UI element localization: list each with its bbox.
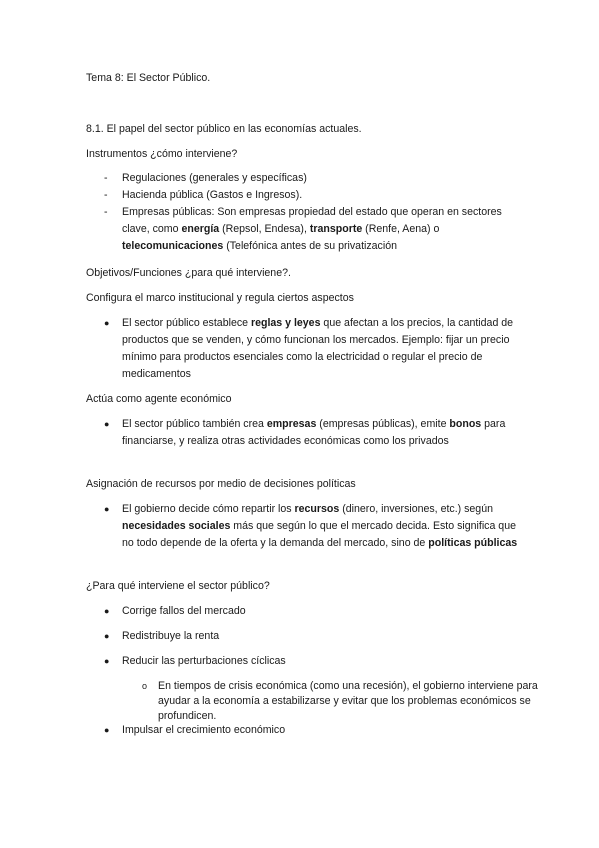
list-item-text: Corrige fallos del mercado bbox=[122, 605, 246, 617]
instruments-list bbox=[104, 170, 524, 255]
dash-marker: - bbox=[104, 172, 108, 184]
list-item bbox=[104, 628, 524, 645]
list-item-text: Redistribuye la renta bbox=[122, 630, 220, 642]
list-item bbox=[104, 501, 524, 552]
list-item-text: Empresas públicas: Son empresas propiedad del estado que operan en sectores clave, como energía (Repsol, Endesa), transporte (Renfe, Aena) o telecomunicaciones (Telefónica antes de su privatización bbox=[122, 206, 502, 252]
bullet-marker: ● bbox=[104, 656, 110, 666]
list-item bbox=[104, 187, 524, 204]
list-item bbox=[104, 603, 524, 620]
dash-marker: - bbox=[104, 189, 108, 201]
section-heading: 8.1. El papel del sector público en las economías actuales. bbox=[86, 123, 362, 135]
framework-list bbox=[104, 315, 524, 383]
bullet-marker: ● bbox=[104, 504, 110, 514]
dash-marker: - bbox=[104, 206, 108, 218]
bullet-marker: ● bbox=[104, 606, 110, 616]
agent-heading: Actúa como agente económico bbox=[86, 393, 232, 405]
list-item-text: El sector público establece reglas y leyes que afectan a los precios, la cantidad de productos que se venden, y cómo funcionan los mercados. Ejemplo: fijar un precio mínimo para productos esenciales como la electricidad o regular el precio de medicamentos bbox=[122, 317, 514, 380]
bullet-marker: ● bbox=[104, 419, 110, 429]
objectives-heading: Objetivos/Funciones ¿para qué interviene?. bbox=[86, 267, 291, 279]
instruments-heading: Instrumentos ¿cómo interviene? bbox=[86, 148, 238, 160]
framework-heading: Configura el marco institucional y regula ciertos aspectos bbox=[86, 292, 354, 304]
sub-list-item-text: En tiempos de crisis económica (como una recesión), el gobierno interviene para ayudar a la economía a estabilizarse y evitar que los problemas económicos se profundicen. bbox=[158, 680, 538, 722]
list-item-text: Reducir las perturbaciones cíclicas bbox=[122, 655, 286, 667]
list-item bbox=[104, 315, 524, 383]
list-item-text: Regulaciones (generales y específicas) bbox=[122, 172, 307, 184]
list-item-text: Impulsar el crecimiento económico bbox=[122, 724, 286, 736]
list-item bbox=[104, 416, 524, 450]
bullet-marker: ● bbox=[104, 318, 110, 328]
list-item bbox=[104, 722, 524, 739]
why-list-b bbox=[104, 722, 524, 739]
why-heading: ¿Para qué interviene el sector público? bbox=[86, 580, 270, 592]
list-item bbox=[104, 653, 524, 670]
list-item-text: Hacienda pública (Gastos e Ingresos). bbox=[122, 189, 303, 201]
agent-list bbox=[104, 416, 524, 450]
allocation-list bbox=[104, 501, 524, 552]
list-item bbox=[104, 170, 524, 187]
bullet-marker: ● bbox=[104, 631, 110, 641]
list-item bbox=[104, 204, 524, 255]
why-list-a bbox=[104, 603, 524, 670]
list-item-text: El sector público también crea empresas (empresas públicas), emite bonos para financiarse, y realiza otras actividades económicas como los privados bbox=[122, 418, 506, 447]
circle-marker: o bbox=[142, 681, 148, 691]
sub-list-item bbox=[142, 679, 538, 724]
list-item-text: El gobierno decide cómo repartir los recursos (dinero, inversiones, etc.) según necesidades sociales más que según lo que el mercado decida. Esto significa que no todo depende de la oferta y la demanda del mercado, sino de políticas públicas bbox=[122, 503, 518, 549]
document-title: Tema 8: El Sector Público. bbox=[86, 72, 211, 84]
allocation-heading: Asignación de recursos por medio de decisiones políticas bbox=[86, 478, 356, 490]
bullet-marker: ● bbox=[104, 725, 110, 735]
